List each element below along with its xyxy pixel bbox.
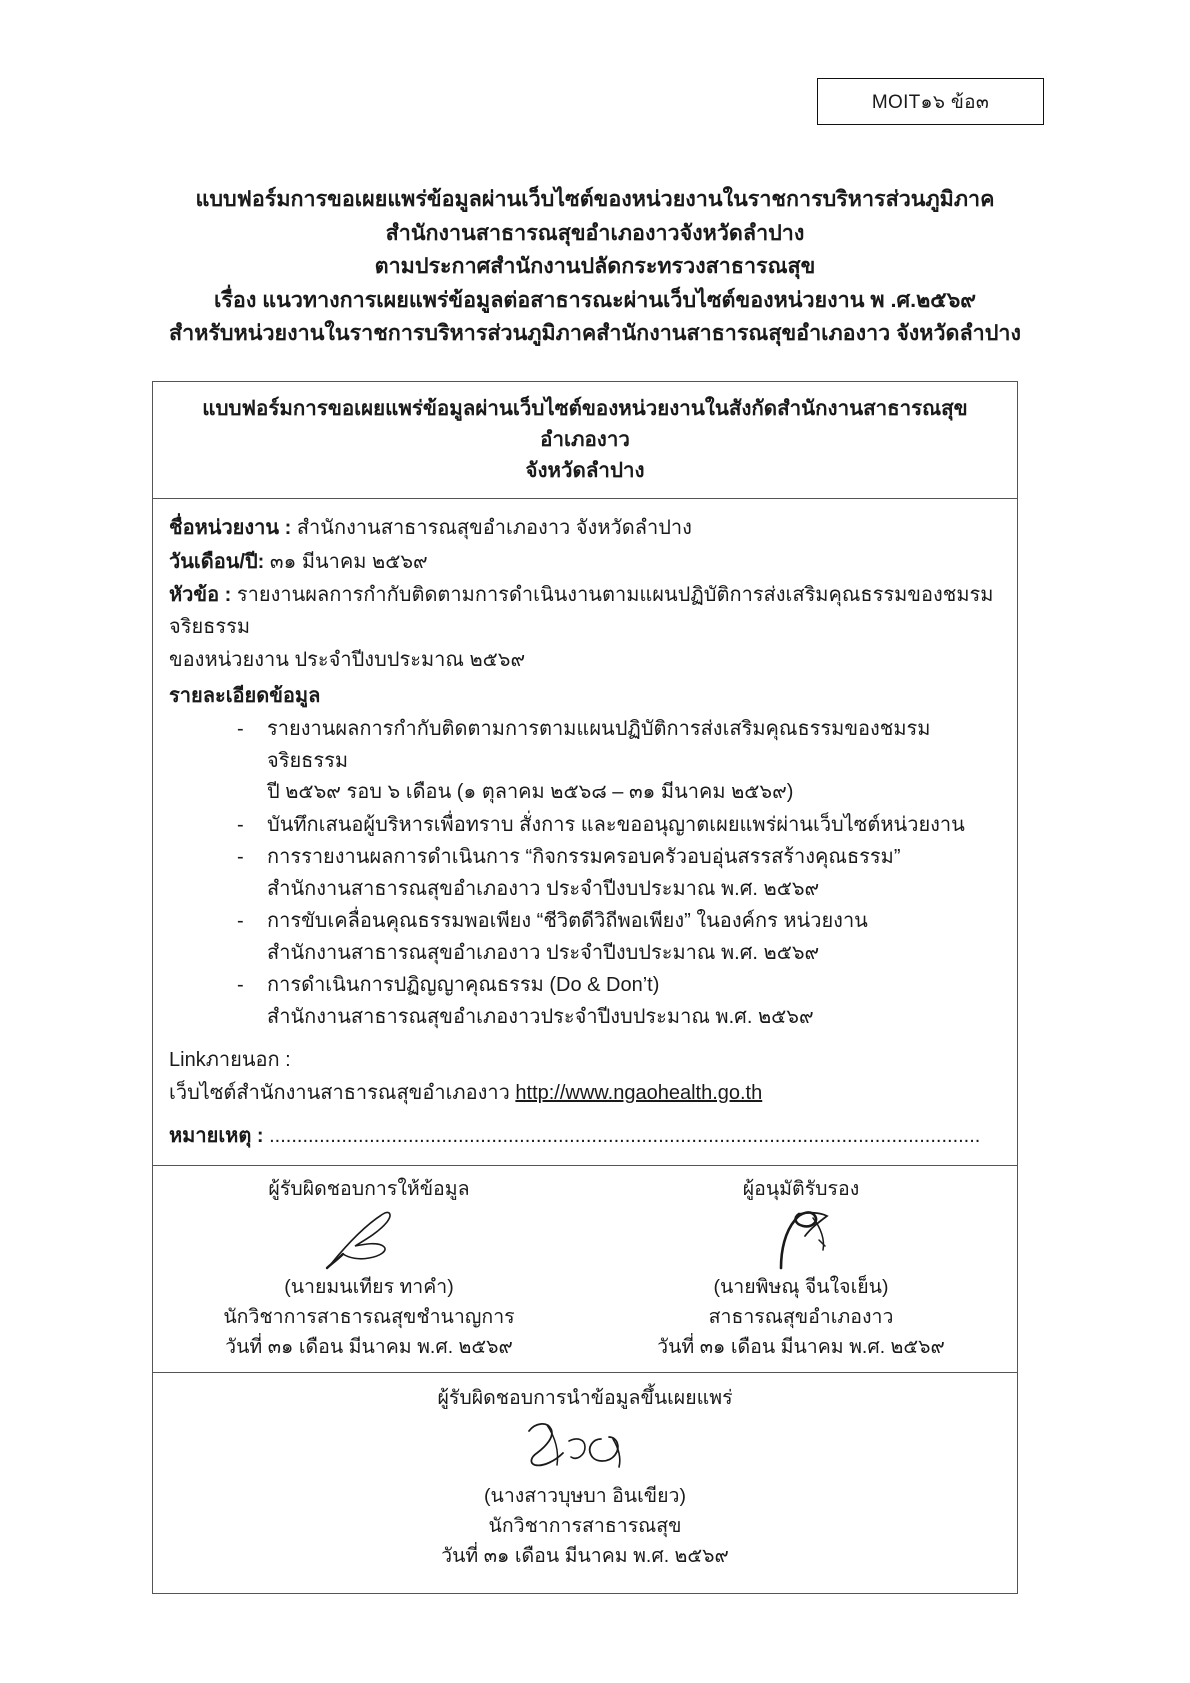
subject-value-line-1: รายงานผลการกำกับติดตามการดำเนินงานตามแผนปฏิบัติการส่งเสริมคุณธรรมของชมรมจริยธรรม xyxy=(169,584,994,638)
detail-line-2: สำนักงานสาธารณสุขอำเภองาว ประจำปีงบประมาณ พ.ศ. ๒๕๖๙ xyxy=(267,941,820,964)
handwritten-signature-icon xyxy=(309,1206,429,1272)
signature-name: (นายพิษณุ จีนใจเย็น) xyxy=(713,1275,889,1298)
bullet-dash: - xyxy=(237,910,244,932)
list-item xyxy=(169,842,995,905)
list-item xyxy=(169,714,995,809)
signature-ink-area xyxy=(159,1415,1011,1481)
subject-value-line-2: ของหน่วยงาน ประจำปีงบประมาณ ๒๕๖๙ xyxy=(169,649,526,671)
detail-line-1: การรายงานผลการดำเนินการ “กิจกรรมครอบครัวอบอุ่นสรรสร้างคุณธรรม” xyxy=(267,846,901,868)
signature-position: สาธารณสุขอำเภองาว xyxy=(708,1305,894,1328)
signature-ink-area xyxy=(159,1206,579,1272)
details-heading: รายละเอียดข้อมูล xyxy=(169,684,321,707)
date-field xyxy=(169,547,995,579)
detail-line-1: การขับเคลื่อนคุณธรรมพอเพียง “ชีวิตดีวิถีพอเพียง” ในองค์กร หน่วยงาน xyxy=(267,910,868,932)
list-item xyxy=(169,810,995,842)
moit-tag-box xyxy=(817,78,1044,125)
subject-label: หัวข้อ : xyxy=(169,584,232,606)
note-field xyxy=(169,1121,995,1153)
signature-title: ผู้รับผิดชอบการนำข้อมูลขึ้นเผยแพร่ xyxy=(437,1386,733,1409)
signature-name: (นายมนเทียร ทาคำ) xyxy=(284,1275,454,1298)
detail-line-2: ปี ๒๕๖๙ รอบ ๖ เดือน (๑ ตุลาคม ๒๕๖๘ – ๓๑ มีนาคม ๒๕๖๙) xyxy=(267,781,794,803)
detail-line-1: การดำเนินการปฏิญญาคุณธรรม (Do & Don’t) xyxy=(267,974,660,996)
detail-line-2: สำนักงานสาธารณสุขอำเภองาวประจำปีงบประมาณ พ.ศ. ๒๕๖๙ xyxy=(267,1005,814,1028)
form-title-line-1: แบบฟอร์มการขอเผยแพร่ข้อมูลผ่านเว็บไซต์ของหน่วยงานในสังกัดสำนักงานสาธารณสุขอำเภองาว xyxy=(202,397,968,451)
list-item xyxy=(169,970,995,1033)
note-dots: ................................................................................................................................ xyxy=(263,1125,981,1147)
date-value: ๓๑ มีนาคม ๒๕๖๙ xyxy=(269,550,428,573)
details-list xyxy=(169,714,995,1033)
unit-value: สำนักงานสาธารณสุขอำเภองาว จังหวัดลำปาง xyxy=(296,517,692,539)
heading-line-3: ตามประกาศสำนักงานปลัดกระทรวงสาธารณสุข xyxy=(374,254,816,278)
date-label: วันเดือน/ปี: xyxy=(169,550,265,573)
signature-row xyxy=(153,1166,1017,1373)
form-body-row xyxy=(153,499,1017,1166)
bullet-dash: - xyxy=(237,813,244,836)
external-link-heading: Linkภายนอก : xyxy=(169,1049,291,1071)
heading-line-5: สำหรับหน่วยงานในราชการบริหารส่วนภูมิภาคสำนักงานสาธารณสุขอำเภองาว จังหวัดลำปาง xyxy=(169,321,1021,345)
handwritten-signature-icon xyxy=(485,1415,685,1481)
subject-value-line-2-wrap xyxy=(169,645,995,677)
heading-line-4: เรื่อง แนวทางการเผยแพร่ข้อมูลต่อสาธารณะผ่านเว็บไซต์ของหน่วยงาน พ .ศ.๒๕๖๙ xyxy=(214,287,976,312)
external-link-prefix: เว็บไซต์สำนักงานสาธารณสุขอำเภองาว xyxy=(169,1081,516,1104)
note-label: หมายเหตุ : xyxy=(169,1125,264,1147)
signature-date: วันที่ ๓๑ เดือน มีนาคม พ.ศ. ๒๕๖๙ xyxy=(225,1335,513,1358)
form-title-row xyxy=(153,382,1017,499)
form-title-line-2: จังหวัดลำปาง xyxy=(525,459,645,482)
subject-field xyxy=(169,580,995,643)
detail-line-2: สำนักงานสาธารณสุขอำเภองาว ประจำปีงบประมาณ พ.ศ. ๒๕๖๙ xyxy=(267,877,820,900)
signature-date: วันที่ ๓๑ เดือน มีนาคม พ.ศ. ๒๕๖๙ xyxy=(657,1335,945,1358)
unit-label: ชื่อหน่วยงาน : xyxy=(169,517,292,539)
heading-line-1: แบบฟอร์มการขอเผยแพร่ข้อมูลผ่านเว็บไซต์ของหน่วยงานในราชการบริหารส่วนภูมิภาค xyxy=(195,187,995,211)
signature-ink-area xyxy=(591,1206,1011,1272)
signature-name: (นางสาวบุษบา อินเขียว) xyxy=(484,1484,686,1507)
signature-title: ผู้รับผิดชอบการให้ข้อมูล xyxy=(268,1177,470,1200)
signature-block-data-owner xyxy=(153,1166,585,1372)
website-link[interactable]: http://www.ngaohealth.go.th xyxy=(515,1081,763,1104)
bullet-dash: - xyxy=(237,718,244,740)
external-link-line xyxy=(169,1078,995,1110)
moit-tag-label: MOIT๑๖ ข้อ๓ xyxy=(871,91,990,113)
heading-line-2: สำนักงานสาธารณสุขอำเภองาวจังหวัดลำปาง xyxy=(385,220,805,245)
bullet-dash: - xyxy=(237,974,244,996)
signature-date: วันที่ ๓๑ เดือน มีนาคม พ.ศ. ๒๕๖๙ xyxy=(441,1544,729,1567)
list-item xyxy=(169,906,995,969)
signature-title: ผู้อนุมัติรับรอง xyxy=(742,1177,860,1200)
unit-field xyxy=(169,513,995,545)
signature-position: นักวิชาการสาธารณสุขชำนาญการ xyxy=(223,1305,515,1328)
signature-position: นักวิชาการสาธารณสุข xyxy=(488,1514,682,1537)
detail-line-1: รายงานผลการกำกับติดตามการตามแผนปฏิบัติการส่งเสริมคุณธรรมของชมรมจริยธรรม xyxy=(267,718,931,772)
signature-block-publisher xyxy=(153,1373,1017,1593)
handwritten-signature-icon xyxy=(741,1206,861,1272)
bullet-dash: - xyxy=(237,846,244,868)
form-table xyxy=(152,381,1018,1594)
signature-block-approver xyxy=(585,1166,1017,1372)
detail-line-1: บันทึกเสนอผู้บริหารเพื่อทราบ สั่งการ และขออนุญาตเผยแพร่ผ่านเว็บไซต์หน่วยงาน xyxy=(267,813,965,836)
document-heading xyxy=(0,183,1190,351)
